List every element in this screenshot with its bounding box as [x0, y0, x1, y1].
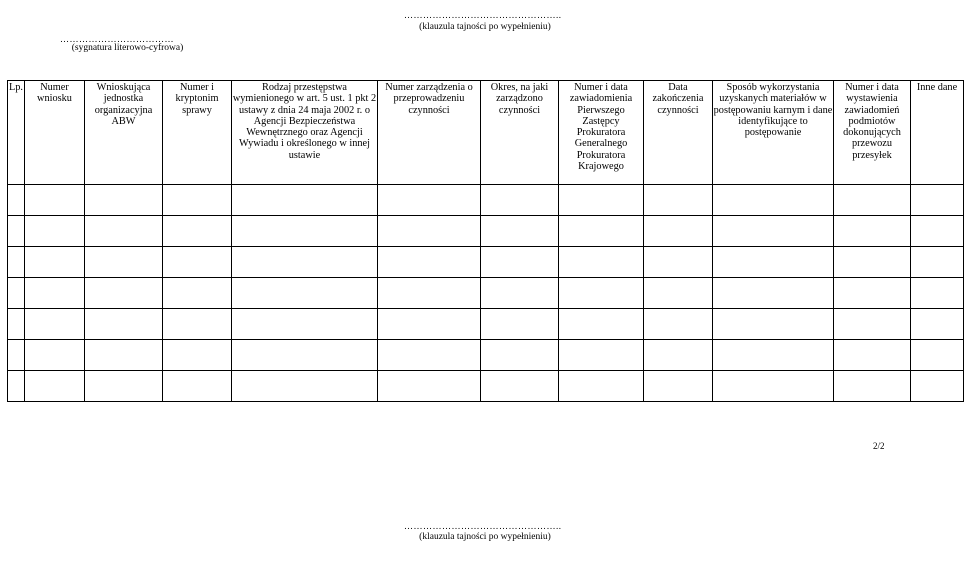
column-header: Rodzaj przestępstwa wymienionego w art. 5 ust. 1 pkt 2 ustawy z dnia 24 maja 2002 r. o Agencji Bezpieczeństwa Wewnętrznego oraz Agencji Wywiadu i określonego w innej ustawie — [232, 81, 378, 185]
table-cell[interactable] — [25, 309, 85, 340]
table-cell[interactable] — [378, 340, 481, 371]
table-cell[interactable] — [644, 216, 713, 247]
column-header: Numer i data zawiadomienia Pierwszego Zastępcy Prokuratora Generalnego Prokuratora Krajowego — [559, 81, 644, 185]
table-header-row — [8, 81, 964, 185]
table-cell[interactable] — [85, 185, 163, 216]
table-cell[interactable] — [713, 340, 834, 371]
table-cell[interactable] — [8, 185, 25, 216]
table-cell[interactable] — [232, 185, 378, 216]
table-cell[interactable] — [713, 247, 834, 278]
classification-dots-top: ………………………………………….. — [404, 10, 562, 20]
classification-label-bottom: (klauzula tajności po wypełnieniu) — [419, 532, 551, 542]
table-cell[interactable] — [911, 247, 964, 278]
table-cell[interactable] — [25, 216, 85, 247]
table-cell[interactable] — [378, 309, 481, 340]
table-cell[interactable] — [232, 340, 378, 371]
table-cell[interactable] — [85, 278, 163, 309]
table-row — [8, 340, 964, 371]
classification-dots-bottom: ………………………………………….. — [404, 521, 562, 531]
table-row — [8, 216, 964, 247]
table-cell[interactable] — [378, 216, 481, 247]
table-cell[interactable] — [163, 371, 232, 402]
table-cell[interactable] — [85, 340, 163, 371]
table-cell[interactable] — [834, 309, 911, 340]
table-cell[interactable] — [232, 278, 378, 309]
table-cell[interactable] — [713, 371, 834, 402]
table-cell[interactable] — [378, 371, 481, 402]
table-cell[interactable] — [481, 216, 559, 247]
table-cell[interactable] — [911, 216, 964, 247]
table-row — [8, 247, 964, 278]
table-cell[interactable] — [559, 185, 644, 216]
column-header: Numer zarządzenia o przeprowadzeniu czynności — [378, 81, 481, 185]
table-cell[interactable] — [481, 340, 559, 371]
table-cell[interactable] — [644, 185, 713, 216]
column-header: Data zakończenia czynności — [644, 81, 713, 185]
table-cell[interactable] — [8, 216, 25, 247]
signature-label: (sygnatura literowo-cyfrowa) — [71, 43, 184, 53]
table-cell[interactable] — [559, 309, 644, 340]
table-cell[interactable] — [911, 278, 964, 309]
table-cell[interactable] — [644, 371, 713, 402]
table-row — [8, 371, 964, 402]
table-cell[interactable] — [378, 185, 481, 216]
signature-dots: ……………………………… — [60, 34, 174, 44]
table-cell[interactable] — [25, 340, 85, 371]
table-cell[interactable] — [834, 340, 911, 371]
table-cell[interactable] — [559, 216, 644, 247]
column-header: Numer i data wystawienia zawiadomień podmiotów dokonujących przewozu przesyłek — [834, 81, 911, 185]
table-row — [8, 185, 964, 216]
table-cell[interactable] — [8, 340, 25, 371]
table-cell[interactable] — [644, 278, 713, 309]
table-cell[interactable] — [481, 278, 559, 309]
table-cell[interactable] — [232, 216, 378, 247]
table-cell[interactable] — [8, 247, 25, 278]
table-cell[interactable] — [911, 371, 964, 402]
table-cell[interactable] — [8, 371, 25, 402]
table-cell[interactable] — [163, 185, 232, 216]
table-cell[interactable] — [834, 185, 911, 216]
table-cell[interactable] — [559, 278, 644, 309]
table-cell[interactable] — [834, 216, 911, 247]
table-cell[interactable] — [85, 216, 163, 247]
table-cell[interactable] — [834, 247, 911, 278]
table-cell[interactable] — [644, 309, 713, 340]
table-cell[interactable] — [163, 309, 232, 340]
table-cell[interactable] — [834, 371, 911, 402]
register-table — [7, 80, 964, 402]
table-cell[interactable] — [713, 309, 834, 340]
table-cell[interactable] — [232, 309, 378, 340]
table-cell[interactable] — [25, 247, 85, 278]
table-cell[interactable] — [481, 371, 559, 402]
table-row — [8, 309, 964, 340]
table-cell[interactable] — [232, 371, 378, 402]
table-cell[interactable] — [559, 371, 644, 402]
table-cell[interactable] — [713, 216, 834, 247]
table-cell[interactable] — [911, 340, 964, 371]
table-cell[interactable] — [644, 340, 713, 371]
table-cell[interactable] — [163, 216, 232, 247]
table-cell[interactable] — [85, 371, 163, 402]
column-header: Numer i kryptonim sprawy — [163, 81, 232, 185]
table-cell[interactable] — [644, 247, 713, 278]
table-cell[interactable] — [163, 278, 232, 309]
table-cell[interactable] — [25, 278, 85, 309]
table-cell[interactable] — [481, 185, 559, 216]
table-cell[interactable] — [25, 185, 85, 216]
column-header: Wnioskująca jednostka organizacyjna ABW — [85, 81, 163, 185]
table-cell[interactable] — [85, 247, 163, 278]
column-header: Okres, na jaki zarządzono czynności — [481, 81, 559, 185]
table-cell[interactable] — [378, 278, 481, 309]
table-cell[interactable] — [25, 371, 85, 402]
page-number: 2/2 — [873, 441, 885, 451]
table-cell[interactable] — [713, 278, 834, 309]
table-cell[interactable] — [163, 340, 232, 371]
table-row — [8, 278, 964, 309]
table-cell[interactable] — [481, 309, 559, 340]
table-cell[interactable] — [911, 185, 964, 216]
column-header: Numer wniosku — [25, 81, 85, 185]
table-cell[interactable] — [8, 309, 25, 340]
table-cell[interactable] — [8, 278, 25, 309]
table-cell[interactable] — [559, 340, 644, 371]
table-cell[interactable] — [163, 247, 232, 278]
table-body — [8, 185, 964, 402]
classification-label-top: (klauzula tajności po wypełnieniu) — [419, 22, 551, 32]
column-header: Lp. — [8, 81, 25, 185]
table-cell[interactable] — [232, 247, 378, 278]
column-header: Sposób wykorzystania uzyskanych materiałów w postępowaniu karnym i dane identyfikujące to postępowanie — [713, 81, 834, 185]
column-header: Inne dane — [911, 81, 964, 185]
table-cell[interactable] — [85, 309, 163, 340]
table-cell[interactable] — [834, 278, 911, 309]
table-cell[interactable] — [378, 247, 481, 278]
table-cell[interactable] — [713, 185, 834, 216]
table-cell[interactable] — [559, 247, 644, 278]
table-cell[interactable] — [911, 309, 964, 340]
table-cell[interactable] — [481, 247, 559, 278]
